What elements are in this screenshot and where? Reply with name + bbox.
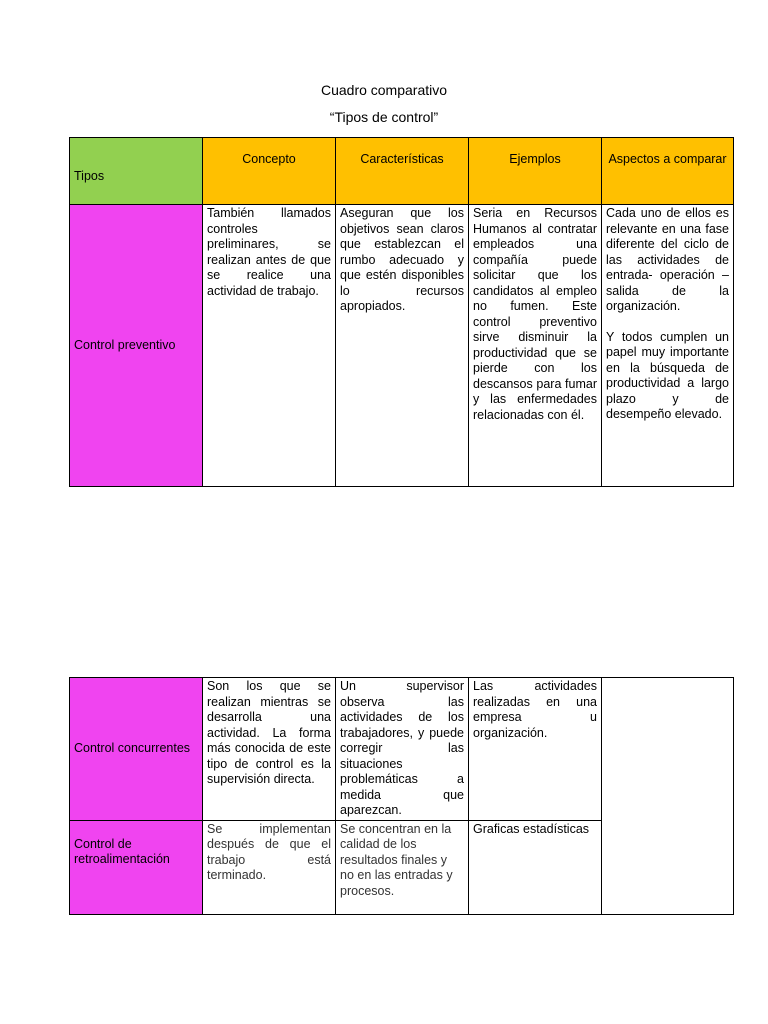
aspectos-paragraph-1: Cada uno de ellos es relevante en una fase diferente del ciclo de las actividades de entrada- operación – salida de la organización. bbox=[606, 206, 729, 313]
cell-caracteristicas-retroalimentacion: Se concentran en la calidad de los resultados finales y no en las entradas y procesos. bbox=[336, 820, 469, 914]
cell-tipo-preventivo: Control preventivo bbox=[70, 205, 203, 487]
cell-concepto-preventivo: También llamados controles preliminares, se realizan antes de que se realice una actividad de trabajo. bbox=[203, 205, 336, 487]
header-caracteristicas: Características bbox=[336, 138, 469, 205]
cell-tipo-concurrentes: Control concurrentes bbox=[70, 678, 203, 821]
header-ejemplos: Ejemplos bbox=[469, 138, 602, 205]
header-tipos: Tipos bbox=[70, 138, 203, 205]
document-title: Cuadro comparativo bbox=[320, 82, 448, 98]
cell-aspectos-empty bbox=[602, 678, 734, 915]
table-row-preventivo bbox=[70, 205, 734, 487]
cell-ejemplos-concurrentes: Las actividades realizadas en una empresa u organización. bbox=[469, 678, 602, 821]
cell-caracteristicas-concurrentes: Un supervisor observa las actividades de los trabajadores, y puede corregir las situaciones problemáticas a medida que aparezcan. bbox=[336, 678, 469, 821]
document-subtitle: “Tipos de control” bbox=[329, 109, 439, 125]
cell-tipo-retroalimentacion: Control de retroalimentación bbox=[70, 820, 203, 914]
aspectos-paragraph-2: Y todos cumplen un papel muy importante en la búsqueda de productividad a largo plazo y de desempeño elevado. bbox=[606, 329, 729, 421]
cell-concepto-retroalimentacion: Se implementan después de que el trabajo está terminado. bbox=[203, 820, 336, 914]
header-aspectos: Aspectos a comparar bbox=[602, 138, 734, 205]
cell-aspectos-preventivo bbox=[602, 205, 734, 487]
cell-concepto-concurrentes: Son los que se realizan mientras se desarrolla una actividad. La forma más conocida de este tipo de control es la supervisión directa. bbox=[203, 678, 336, 821]
cell-ejemplos-preventivo: Seria en Recursos Humanos al contratar empleados una compañía puede solicitar que los candidatos al empleo no fumen. Este control preventivo sirve disminuir la productividad que se pierde con los descansos para fumar y las enfermedades relacionadas con él. bbox=[469, 205, 602, 487]
cell-caracteristicas-preventivo: Aseguran que los objetivos sean claros que establezcan el rumbo adecuado y que estén disponibles lo recursos apropiados. bbox=[336, 205, 469, 487]
header-row bbox=[70, 138, 734, 205]
comparison-table-main bbox=[69, 137, 734, 487]
header-concepto: Concepto bbox=[203, 138, 336, 205]
table-row-concurrentes bbox=[70, 678, 734, 821]
cell-ejemplos-retroalimentacion: Graficas estadísticas bbox=[469, 820, 602, 914]
comparison-table-continued bbox=[69, 677, 734, 915]
